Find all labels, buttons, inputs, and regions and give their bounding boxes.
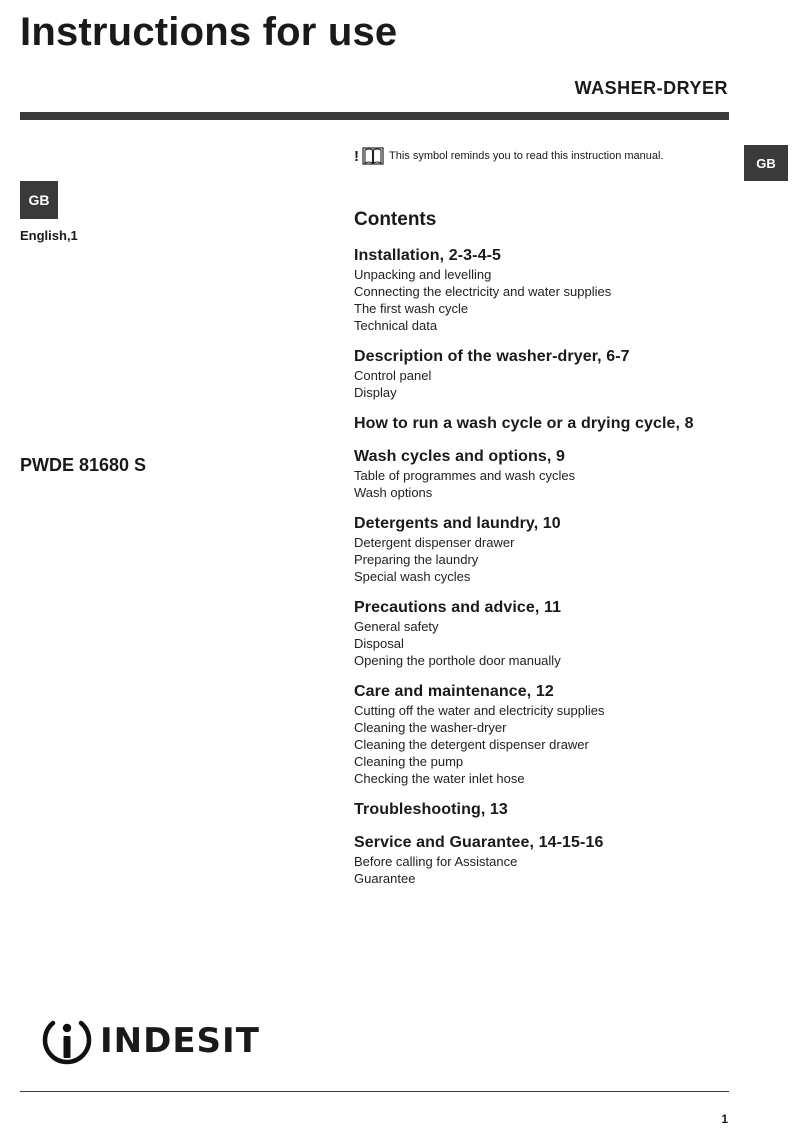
- toc-subitem: Table of programmes and wash cycles: [354, 468, 576, 483]
- toc-subitem: Guarantee: [354, 871, 416, 886]
- toc-section: [354, 597, 744, 669]
- toc-subitem: Unpacking and levelling: [354, 267, 492, 282]
- document-subtitle: WASHER-DRYER: [574, 78, 728, 98]
- toc-subitem: Disposal: [354, 636, 404, 651]
- manual-notice: [354, 146, 664, 166]
- indesit-logo-icon: [40, 1014, 94, 1068]
- toc-section-heading: Precautions and advice, 11: [354, 599, 562, 616]
- toc-subitem: Cutting off the water and electricity supplies: [354, 703, 605, 718]
- toc-subitem: Checking the water inlet hose: [354, 771, 525, 786]
- model-number: PWDE 81680 S: [20, 455, 147, 475]
- book-icon: [362, 146, 384, 166]
- toc-subitem: Special wash cycles: [354, 569, 471, 584]
- toc-subitem: Connecting the electricity and water supplies: [354, 284, 612, 299]
- toc-section-heading: Wash cycles and options, 9: [354, 448, 565, 465]
- toc-subitem: Cleaning the detergent dispenser drawer: [354, 737, 589, 752]
- toc-subitem: Detergent dispenser drawer: [354, 535, 515, 550]
- toc-section: [354, 513, 744, 585]
- toc-section-heading: Service and Guarantee, 14-15-16: [354, 834, 604, 851]
- table-of-contents: [354, 245, 744, 899]
- toc-subitem: Control panel: [354, 368, 432, 383]
- toc-section-heading: Care and maintenance, 12: [354, 683, 554, 700]
- toc-section: [354, 446, 744, 501]
- exclamation-mark: !: [354, 147, 359, 165]
- toc-subitem: General safety: [354, 619, 439, 634]
- toc-section: [354, 681, 744, 787]
- toc-section-heading: Installation, 2-3-4-5: [354, 247, 502, 264]
- toc-section: [354, 245, 744, 334]
- toc-section-heading: Troubleshooting, 13: [354, 801, 508, 818]
- language-side-tab: GB: [744, 145, 788, 181]
- toc-subitem: Cleaning the pump: [354, 754, 464, 769]
- toc-section: [354, 413, 744, 434]
- toc-subitem: Technical data: [354, 318, 438, 333]
- contents-heading: Contents: [354, 209, 437, 230]
- language-badge: GB: [20, 181, 58, 219]
- toc-subitem: Preparing the laundry: [354, 552, 479, 567]
- toc-section-heading: Detergents and laundry, 10: [354, 515, 561, 532]
- toc-section: [354, 346, 744, 401]
- toc-section-heading: How to run a wash cycle or a drying cycle, 8: [354, 415, 694, 432]
- toc-subitem: Display: [354, 385, 397, 400]
- brand-name: INDESIT: [100, 1021, 260, 1061]
- brand-logo: [40, 1014, 260, 1068]
- page-number: 1: [721, 1112, 728, 1126]
- header-divider: [20, 112, 729, 120]
- toc-section-heading: Description of the washer-dryer, 6-7: [354, 348, 630, 365]
- notice-text: This symbol reminds you to read this instruction manual.: [389, 150, 664, 162]
- toc-section: [354, 832, 744, 887]
- page-title: Instructions for use: [20, 10, 398, 54]
- language-label: English,1: [20, 228, 78, 243]
- toc-subitem: Before calling for Assistance: [354, 854, 518, 869]
- toc-subitem: Cleaning the washer-dryer: [354, 720, 507, 735]
- toc-subitem: The first wash cycle: [354, 301, 469, 316]
- footer-divider: [20, 1091, 729, 1092]
- toc-section: [354, 799, 744, 820]
- toc-subitem: Wash options: [354, 485, 433, 500]
- toc-subitem: Opening the porthole door manually: [354, 653, 561, 668]
